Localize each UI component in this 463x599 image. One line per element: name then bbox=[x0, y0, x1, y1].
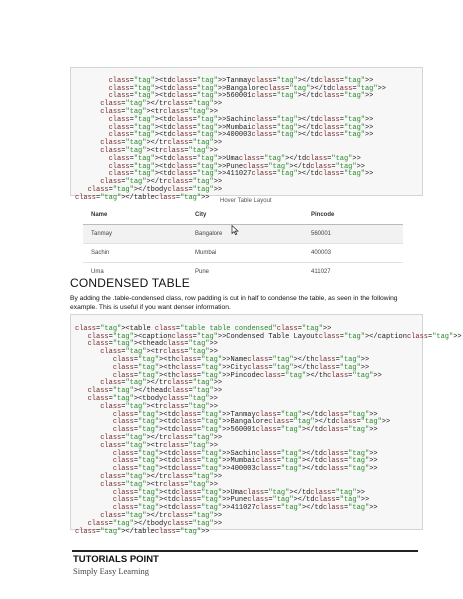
table-row[interactable] bbox=[83, 244, 403, 263]
section-paragraph: By adding the .table-condensed class, row padding is cut in half to condense the table, as seen in the following example. This is useful if you want denser information. bbox=[70, 295, 398, 311]
code-line: class="tag"></trclass="tag">> bbox=[100, 472, 223, 481]
column-header-pincode: Pincode bbox=[303, 206, 403, 225]
code-line: class="tag"></tbodyclass="tag">> bbox=[87, 185, 223, 194]
code-line: class="tag"><theadclass="tag">> bbox=[87, 340, 218, 349]
cell-name: Sachin bbox=[83, 244, 187, 263]
code-line: class="tag"></theadclass="tag">> bbox=[87, 387, 223, 396]
code-line: class="tag"><thclass="tag">>Cityclass="tag"></thclass="tag">> bbox=[112, 363, 370, 372]
cell-pincode: 560001 bbox=[303, 225, 403, 244]
code-line: class="tag"><tdclass="tag">>560001class="tag"></tdclass="tag">> bbox=[112, 426, 378, 435]
code-line: class="tag"></trclass="tag">> bbox=[100, 511, 223, 520]
code-line: class="tag"></tableclass="tag">> bbox=[75, 527, 210, 536]
code-line: class="tag"><tbodyclass="tag">> bbox=[87, 394, 218, 403]
section-heading: CONDENSED TABLE bbox=[70, 276, 190, 290]
code-line: class="tag"><trclass="tag">> bbox=[100, 402, 218, 411]
code-line: class="tag"></tbodyclass="tag">> bbox=[87, 519, 223, 528]
footer-subtitle: Simply Easy Learning bbox=[73, 566, 150, 576]
code-line: class="tag"><tdclass="tag">>411027class="tag"></tdclass="tag">> bbox=[112, 504, 378, 513]
cell-city: Bangalore bbox=[187, 225, 303, 244]
code-line: class="tag"><tdclass="tag">>Puneclass="tag"></tdclass="tag">> bbox=[108, 162, 365, 171]
code-line: class="tag"></trclass="tag">> bbox=[100, 379, 223, 388]
column-header-city: City bbox=[187, 206, 303, 225]
code-line: class="tag"></tableclass="tag">> bbox=[75, 193, 210, 202]
code-line: class="tag"><tdclass="tag">>Mumbaiclass="tag"></tdclass="tag">> bbox=[108, 123, 374, 132]
table-row[interactable] bbox=[83, 225, 403, 244]
code-line: class="tag"><tdclass="tag">>Sachinclass="tag"></tdclass="tag">> bbox=[112, 449, 378, 458]
footer-title: TUTORIALS POINT bbox=[73, 554, 159, 565]
code-line: class="tag"><trclass="tag">> bbox=[100, 480, 218, 489]
hover-table-caption: Hover Table Layout bbox=[220, 198, 272, 204]
code-line: class="tag"><tdclass="tag">>411027class="tag"></tdclass="tag">> bbox=[108, 170, 374, 179]
table-header-row bbox=[83, 206, 403, 225]
cell-city: Mumbai bbox=[187, 244, 303, 263]
code-line: class="tag"><thclass="tag">>Nameclass="tag"></thclass="tag">> bbox=[112, 355, 370, 364]
code-line: class="tag"><trclass="tag">> bbox=[100, 146, 218, 155]
code-line: class="tag"><tdclass="tag">>560001class="tag"></tdclass="tag">> bbox=[108, 92, 374, 101]
code-line: class="tag"><table class="table table condensed"class="tag">> bbox=[75, 324, 332, 333]
cell-city: Pune bbox=[187, 263, 303, 282]
code-line: class="tag"><thclass="tag">>Pincodeclass="tag"></thclass="tag">> bbox=[112, 371, 382, 380]
code-line: class="tag"><tdclass="tag">>Bangaloreclass="tag"></tdclass="tag">> bbox=[112, 418, 391, 427]
code-line: class="tag"><tdclass="tag">>400003class="tag"></tdclass="tag">> bbox=[112, 465, 378, 474]
code-line: class="tag"><tdclass="tag">>Umaclass="tag"></tdclass="tag">> bbox=[112, 488, 365, 497]
code-line: class="tag"><tdclass="tag">>Tanmayclass="tag"></tdclass="tag">> bbox=[108, 76, 374, 85]
code-line: class="tag"><captionclass="tag">>Condensed Table Layoutclass="tag"></captionclass="tag">> bbox=[87, 332, 462, 341]
code-line: class="tag"></trclass="tag">> bbox=[100, 139, 223, 148]
cell-pincode: 400003 bbox=[303, 244, 403, 263]
code-line: class="tag"></trclass="tag">> bbox=[100, 433, 223, 442]
cell-name: Tanmay bbox=[83, 225, 187, 244]
code-line: class="tag"><tdclass="tag">>Umaclass="tag"></tdclass="tag">> bbox=[108, 154, 361, 163]
cell-name: Uma bbox=[83, 263, 187, 282]
hover-table bbox=[83, 206, 403, 281]
code-line: class="tag"></trclass="tag">> bbox=[100, 178, 223, 187]
code-line: class="tag"><tdclass="tag">>Sachinclass="tag"></tdclass="tag">> bbox=[108, 115, 374, 124]
code-line: class="tag"><tdclass="tag">>Puneclass="tag"></tdclass="tag">> bbox=[112, 496, 370, 505]
cell-pincode: 411027 bbox=[303, 263, 403, 282]
code-line: class="tag"></trclass="tag">> bbox=[100, 100, 223, 109]
code-line: class="tag"><trclass="tag">> bbox=[100, 107, 218, 116]
code-line: class="tag"><tdclass="tag">>Mumbaiclass="tag"></tdclass="tag">> bbox=[112, 457, 378, 466]
code-line: class="tag"><tdclass="tag">>Tanmayclass="tag"></tdclass="tag">> bbox=[112, 410, 378, 419]
code-line: class="tag"><tdclass="tag">>Bangaloreclass="tag"></tdclass="tag">> bbox=[108, 84, 386, 93]
code-line: class="tag"><trclass="tag">> bbox=[100, 348, 218, 357]
code-line: class="tag"><tdclass="tag">>400003class="tag"></tdclass="tag">> bbox=[108, 131, 374, 140]
column-header-name: Name bbox=[83, 206, 187, 225]
code-line: class="tag"><trclass="tag">> bbox=[100, 441, 218, 450]
code-block-condensed-table bbox=[70, 314, 462, 536]
mouse-pointer-icon bbox=[231, 225, 239, 235]
footer-rule bbox=[72, 550, 418, 552]
